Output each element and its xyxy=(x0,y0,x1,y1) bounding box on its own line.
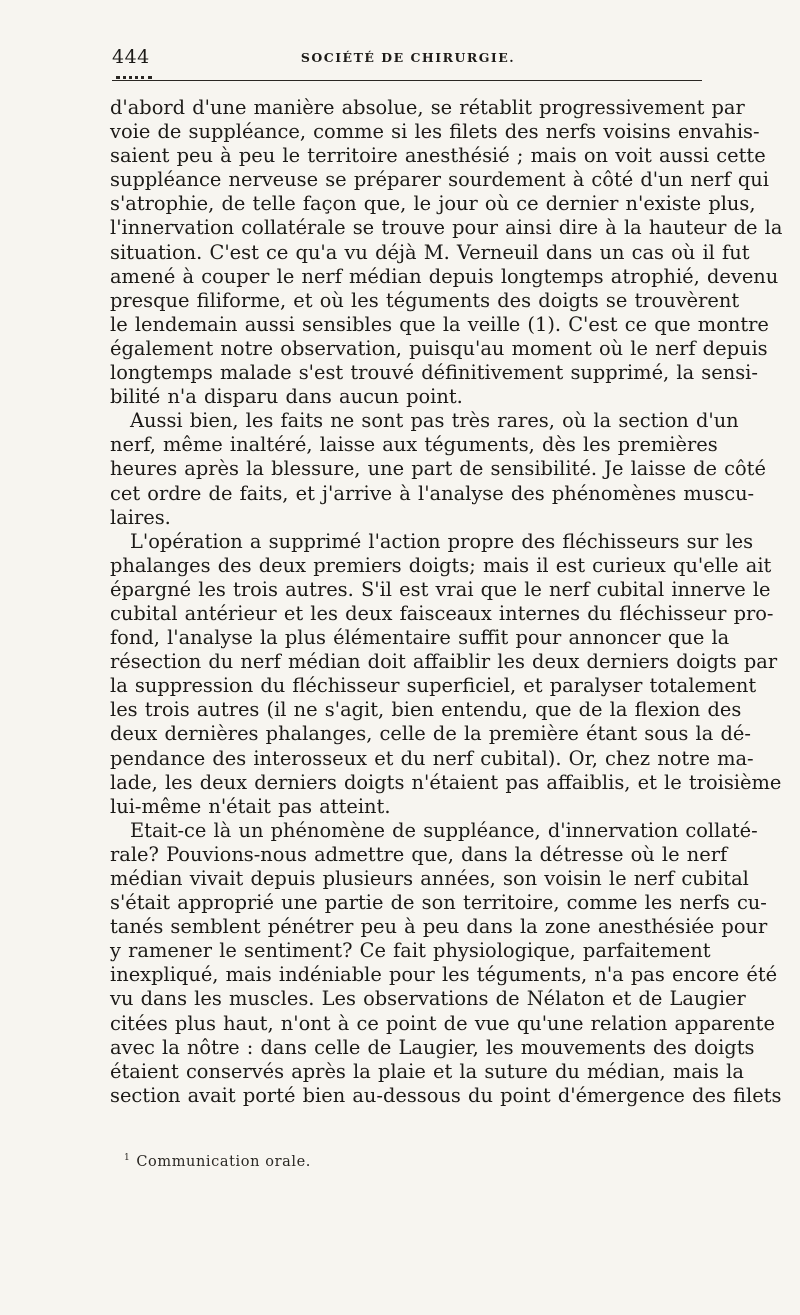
text-line: presque filiforme, et où les téguments des doigts se trouvèrent xyxy=(110,288,740,312)
text-line: médian vivait depuis plusieurs années, son voisin le nerf cubital xyxy=(110,867,749,890)
footnote xyxy=(124,1153,311,1170)
running-title: SOCIÉTÉ DE CHIRURGIE. xyxy=(300,50,516,65)
text-line: section avait porté bien au-dessous du point d'émergence des filets xyxy=(110,1083,782,1107)
text-line: résection du nerf médian doit affaiblir les deux derniers doigts par xyxy=(110,650,778,674)
text-line: heures après la blessure, une part de sensibilité. Je laisse de côté xyxy=(110,457,766,481)
text-line: étaient conservés après la plaie et la suture du médian, mais la xyxy=(110,1059,744,1083)
header-rule xyxy=(112,80,702,81)
text-line: cet ordre de faits, et j'arrive à l'analyse des phénomènes muscu- xyxy=(110,481,755,505)
text-line: deux dernières phalanges, celle de la première étant sous la dé- xyxy=(110,722,751,746)
text-line: avec la nôtre : dans celle de Laugier, les mouvements des doigts xyxy=(110,1035,755,1059)
text-line: bilité n'a disparu dans aucun point. xyxy=(110,385,463,409)
text-line: suppléance nerveuse se préparer sourdement à côté d'un nerf qui xyxy=(110,168,769,192)
text-line: citées plus haut, n'ont à ce point de vue qu'une relation apparente xyxy=(110,1011,775,1035)
text-line: les trois autres (il ne s'agit, bien entendu, que de la flexion des xyxy=(110,698,742,722)
text-line: inexpliqué, mais indéniable pour les téguments, n'a pas encore été xyxy=(110,963,778,987)
text-line: laires. xyxy=(110,505,171,529)
text-line: voie de suppléance, comme si les filets des nerfs voisins envahis- xyxy=(110,120,760,144)
text-line: lui-même n'était pas atteint. xyxy=(110,794,391,818)
text-line: longtemps malade s'est trouvé définitivement supprimé, la sensi- xyxy=(110,361,758,385)
text-line: s'atrophie, de telle façon que, le jour où ce dernier n'existe plus, xyxy=(110,192,756,216)
text-line: situation. C'est ce qu'a vu déjà M. Verneuil dans un cas où il fut xyxy=(110,240,750,264)
text-line: Etait-ce là un phénomène de suppléance, d'innervation collaté- xyxy=(130,818,758,842)
text-line: le lendemain aussi sensibles que la veille (1). C'est ce que montre xyxy=(110,312,769,336)
page-number: 444 xyxy=(112,46,150,68)
text-line: épargné les trois autres. S'il est vrai que le nerf cubital innerve le xyxy=(110,577,771,601)
footnote-mark: 1 xyxy=(124,1153,131,1163)
body-text xyxy=(110,96,783,1108)
text-line: phalanges des deux premiers doigts; mais il est curieux qu'elle ait xyxy=(110,553,772,577)
text-line: pendance des interosseux et du nerf cubital). Or, chez notre ma- xyxy=(110,746,754,770)
text-line: cubital antérieur et les deux faisceaux internes du fléchisseur pro- xyxy=(110,601,774,625)
page-header xyxy=(112,44,704,74)
text-line: fond, l'analyse la plus élémentaire suffit pour annoncer que la xyxy=(110,626,730,650)
text-line: l'innervation collatérale se trouve pour ainsi dire à la hauteur de la xyxy=(110,216,783,240)
text-line: la suppression du fléchisseur superficiel, et paralyser totalement xyxy=(110,674,757,698)
text-line: s'était approprié une partie de son territoire, comme les nerfs cu- xyxy=(110,891,767,915)
text-line: nerf, même inaltéré, laisse aux téguments, dès les premières xyxy=(110,433,718,457)
text-line: d'abord d'une manière absolue, se rétablit progressivement par xyxy=(110,96,745,119)
footnote-text: Communication orale. xyxy=(136,1154,312,1170)
text-line: tanés semblent pénétrer peu à peu dans la zone anesthésiée pour xyxy=(110,915,768,939)
text-line: Aussi bien, les faits ne sont pas très rares, où la section d'un xyxy=(130,409,739,433)
text-line: L'opération a supprimé l'action propre des fléchisseurs sur les xyxy=(130,529,754,553)
text-line: y ramener le sentiment? Ce fait physiologique, parfaitement xyxy=(110,939,711,963)
text-line: rale? Pouvions-nous admettre que, dans la détresse où le nerf xyxy=(110,842,728,866)
text-line: vu dans les muscles. Les observations de Nélaton et de Laugier xyxy=(110,987,746,1011)
text-line: amené à couper le nerf médian depuis longtemps atrophié, devenu xyxy=(110,264,779,288)
text-line: lade, les deux derniers doigts n'étaient pas affaiblis, et le troisième xyxy=(110,770,782,794)
text-line: également notre observation, puisqu'au moment où le nerf depuis xyxy=(110,336,768,360)
text-line: saient peu à peu le territoire anesthésié ; mais on voit aussi cette xyxy=(110,144,766,168)
